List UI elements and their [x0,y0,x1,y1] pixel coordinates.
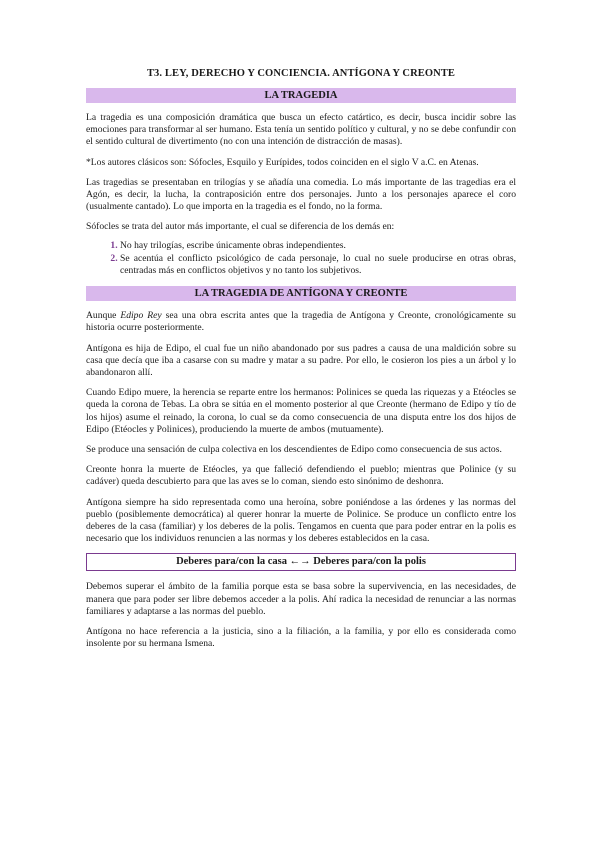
paragraph: Antígona es hija de Edipo, el cual fue un niño abandonado por sus padres a causa de una maldición sobre su casa que decía que iba a casarse con su madre y matar a su padre. Por ello, le cosieron los pies a un árbol y lo abandonaron allí. [86,342,516,379]
paragraph: Se produce una sensación de culpa colectiva en los descendientes de Edipo como consecuencia de sus actos. [86,444,502,456]
document-content [86,68,516,659]
paragraph-text: Aunque [86,310,121,322]
paragraph: Las tragedias se presentaban en trilogías y se añadía una comedia. Lo más importante de las tragedias era el Agón, es decir, la lucha, la contraposición entre dos personajes. Junto a los personajes aparece el coro (usualmente cantado). Lo que importa en la tragedia es el fondo, no la forma. [86,176,516,213]
paragraph: Sófocles se trata del autor más importante, el cual se diferencia de los demás en: [86,221,395,233]
paragraph: Antígona no hace referencia a la justicia, sino a la filiación, a la familia, y por ello es considerada como insolente por su hermana Ismena. [86,626,516,650]
section-heading-antigona-creonte: LA TRAGEDIA DE ANTÍGONA Y CREONTE [86,286,516,301]
paragraph: La tragedia es una composición dramática que busca un efecto catártico, es decir, busca incidir sobre las emociones para transformar al ser humano. Esta tenía un sentido político y cultural, y no se debe confundir con el sentido cultural de divertimento (no con una intención de distracción de masas). [86,112,516,148]
work-title: Edipo Rey [120,310,162,322]
section-heading-tragedia: LA TRAGEDIA [86,88,516,103]
paragraph: Debemos superar el ámbito de la familia porque esta se basa sobre la supervivencia, en las necesidades, de manera que para poder ser libre debemos acceder a la polis. Ahí radica la necesidad de renunciar a las normas familiares y adaptarse a las normas del pueblo. [86,581,516,617]
paragraph: Cuando Edipo muere, la herencia se reparte entre los hermanos: Polinices se queda las riquezas y a Etéocles se queda la corona de Tebas. La obra se sitúa en el momento posterior al que Creonte (hermano de Edipo y tío de los hijos) asume el reinado, la corona, lo cual se da como consecuencia de una disputa entre los dos hijos de Edipo (Etéocles y Polinices), produciendo la muerte de ambos (mutuamente). [86,387,516,435]
paragraph: Antígona siempre ha sido representada como una heroína, sobre poniéndose a las órdenes y las normas del pueblo (posiblemente democrática) al querer honrar la muerte de Polinice. Se produce un conflicto entre los deberes de la casa (familiar) y los deberes de la polis. Tengamos en cuenta que para poder entrar en la polis es necesario que los individuos renuncien a las normas y los deberes establecidos en la casa. [86,496,516,545]
list-item: 2. Se acentúa el conflicto psicológico de cada personaje, lo cual no suele producirse en otras obras, centradas más en conflictos objetivos y no tanto los subjetivos. [120,253,516,277]
numbered-list [86,240,516,278]
document-title: T3. LEY, DERECHO Y CONCIENCIA. ANTÍGONA Y CREONTE [146,68,456,79]
paragraph-text: sea una obra escrita antes que la tragedia de Antígona y Creonte, cronológicamente su historia ocurre posteriormente. [86,310,516,334]
paragraph: *Los autores clásicos son: Sófocles, Esquilo y Eurípides, todos coinciden en el siglo V a.C. en Atenas. [86,156,479,168]
paragraph [86,310,516,334]
list-item: 1. No hay trilogías, escribe únicamente obras independientes. [120,240,516,252]
paragraph: Creonte honra la muerte de Etéocles, ya que falleció defendiendo el pueblo; mientras que Polinice (y su cadáver) queda descubierto para que las aves se lo coman, siendo esto sinónimo de deshonra. [86,464,516,488]
boxed-heading-deberes: Deberes para/con la casa ←→ Deberes para/con la polis [86,553,516,571]
